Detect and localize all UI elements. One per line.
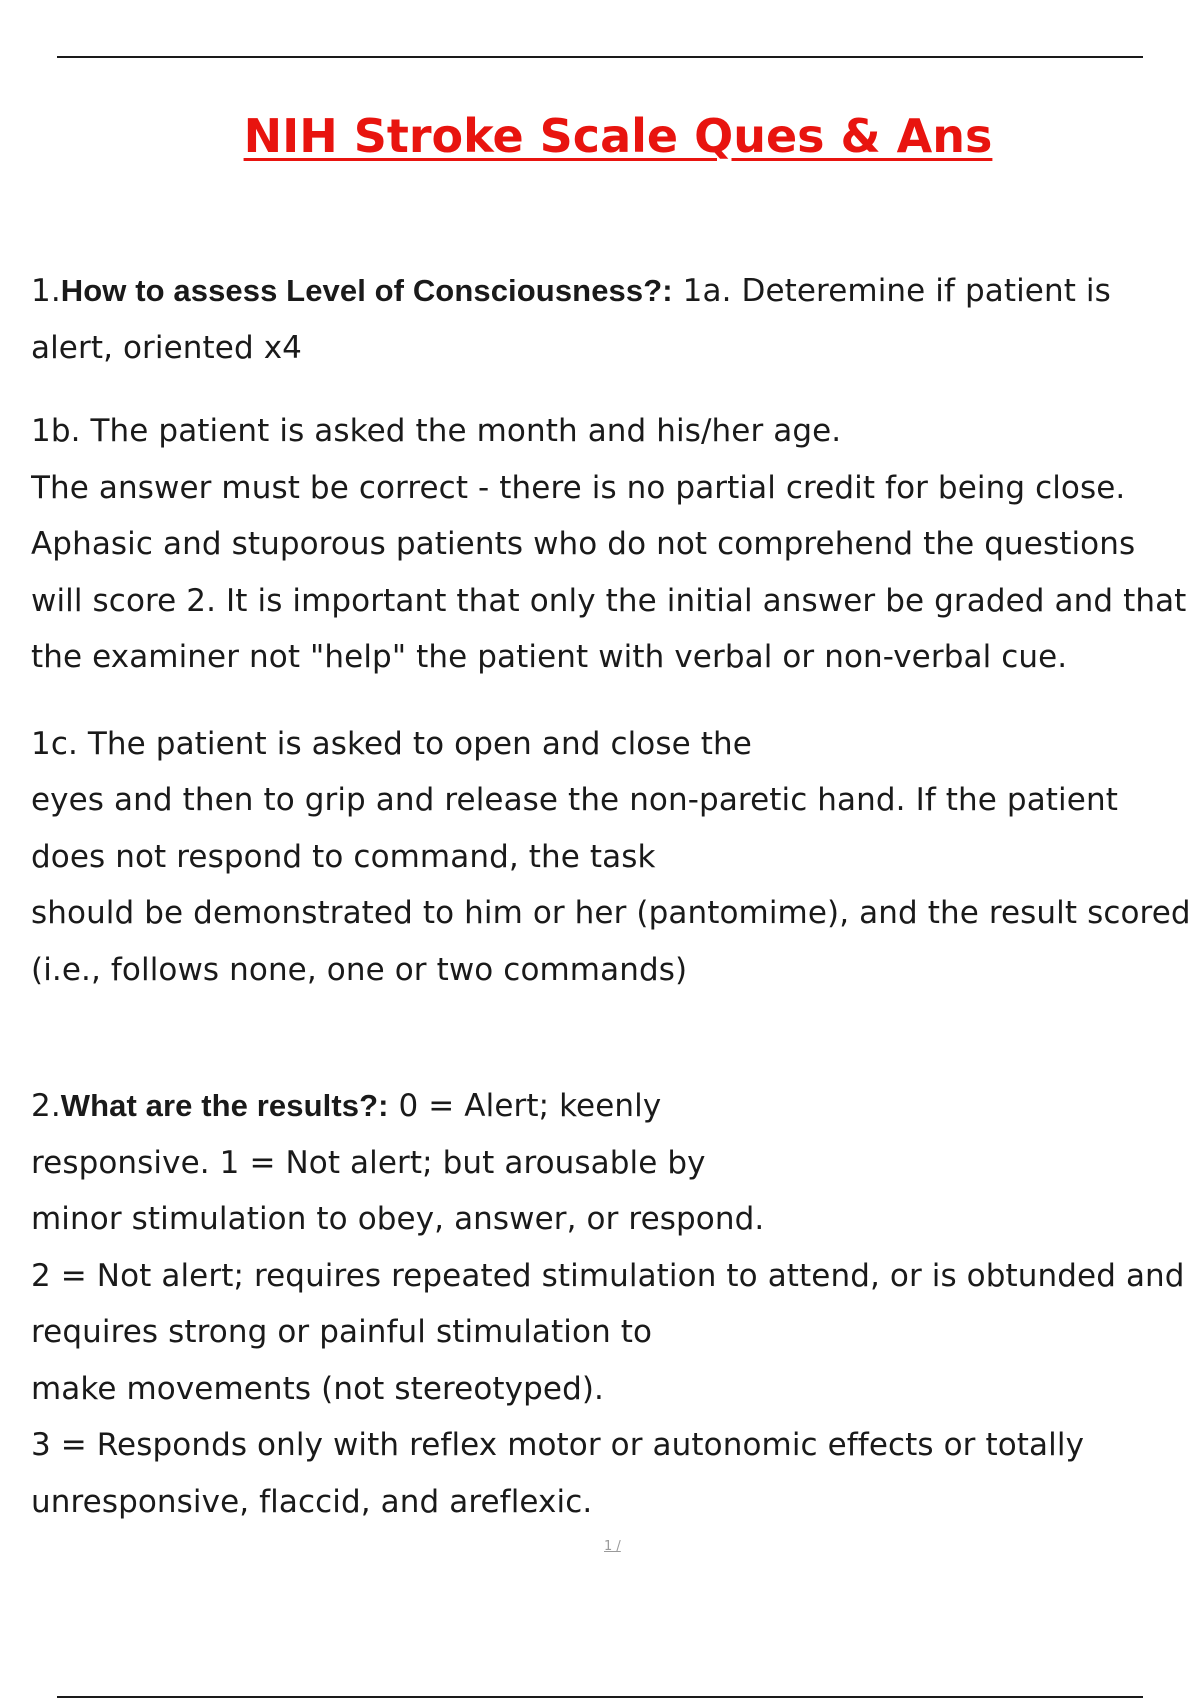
bottom-rule — [57, 1696, 1143, 1698]
question-number: 1. — [31, 273, 61, 309]
answer-text: 0 = Alert; keenly — [388, 1088, 662, 1124]
answer-line: minor stimulation to obey, answer, or respond. — [31, 1201, 765, 1237]
section-1b — [31, 403, 1200, 686]
question-label: How to assess Level of Consciousness?: — [60, 273, 673, 308]
question-number: 2. — [31, 1088, 61, 1124]
question-2 — [31, 1078, 1200, 1530]
paragraph-line: Aphasic and stuporous patients who do not comprehend the questions — [31, 526, 1136, 562]
document-body — [31, 263, 1200, 1530]
paragraph-line: 1b. The patient is asked the month and his/her age. — [31, 413, 842, 449]
answer-text: 1a. Deteremine if patient is — [672, 273, 1111, 309]
question-label: What are the results?: — [60, 1088, 389, 1123]
answer-line: 3 = Responds only with reflex motor or autonomic effects or totally — [31, 1427, 1085, 1463]
document-title: NIH Stroke Scale Ques & Ans — [243, 109, 993, 163]
answer-line: make movements (not stereotyped). — [31, 1370, 605, 1407]
top-rule — [57, 56, 1143, 58]
section-1c — [31, 716, 1200, 999]
paragraph-line: will score 2. It is important that only the initial answer be graded and that — [31, 582, 1187, 619]
question-1 — [31, 263, 1200, 376]
paragraph-line: The answer must be correct - there is no partial credit for being close. — [31, 469, 1126, 506]
paragraph-line: does not respond to command, the task — [31, 838, 656, 875]
answer-line: requires strong or painful stimulation to — [31, 1314, 653, 1350]
answer-line: 2 = Not alert; requires repeated stimulation to attend, or is obtunded and — [31, 1257, 1185, 1294]
paragraph-line: eyes and then to grip and release the non-paretic hand. If the patient — [31, 782, 1118, 818]
answer-line: alert, oriented x4 — [31, 329, 302, 366]
paragraph-line: (i.e., follows none, one or two commands) — [31, 951, 688, 988]
page-number: 1 / — [604, 1539, 621, 1554]
paragraph-line: should be demonstrated to him or her (pantomime), and the result scored — [31, 895, 1191, 931]
answer-line: unresponsive, flaccid, and areflexic. — [31, 1483, 593, 1520]
paragraph-line: 1c. The patient is asked to open and close the — [31, 725, 752, 762]
answer-line: responsive. 1 = Not alert; but arousable by — [31, 1144, 706, 1181]
paragraph-line: the examiner not "help" the patient with verbal or non-verbal cue. — [31, 639, 1068, 675]
